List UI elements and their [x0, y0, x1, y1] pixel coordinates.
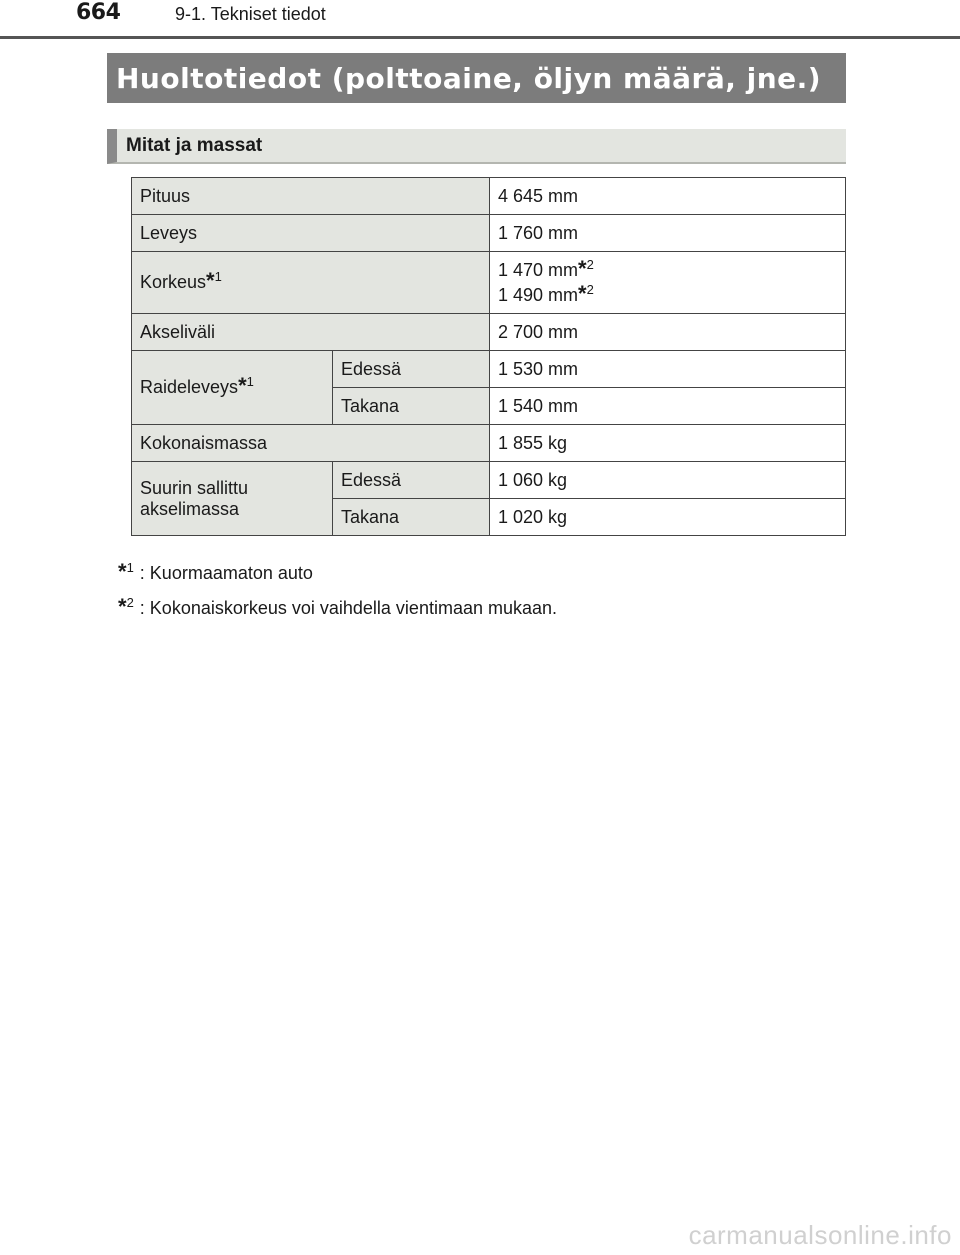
footnote-text: : Kuormaamaton auto — [139, 563, 313, 583]
table-label: Akseliväli — [132, 314, 490, 351]
footnote-star: * — [578, 255, 587, 281]
table-sublabel: Takana — [333, 499, 490, 536]
table-value: 2 700 mm — [490, 314, 846, 351]
table-value — [490, 252, 846, 314]
table-label — [132, 252, 490, 314]
table-row — [132, 351, 846, 388]
table-value: 1 540 mm — [490, 388, 846, 425]
track-label: Raideleveys — [140, 377, 239, 397]
table-label: Kokonaismassa — [132, 425, 490, 462]
table-sublabel: Edessä — [333, 462, 490, 499]
table-sublabel: Edessä — [333, 351, 490, 388]
footnote-number: 1 — [246, 374, 254, 389]
table-value: 1 060 kg — [490, 462, 846, 499]
height-value-1: 1 470 mm — [498, 259, 579, 280]
footnote-number: 2 — [126, 595, 134, 610]
footnotes — [118, 556, 557, 626]
table-row — [132, 252, 846, 314]
table-label — [132, 462, 333, 536]
footnote-star: * — [206, 268, 215, 293]
height-value-2: 1 490 mm — [498, 284, 579, 305]
table-label: Leveys — [132, 215, 490, 252]
table-value: 1 855 kg — [490, 425, 846, 462]
footnote-ref — [118, 594, 134, 619]
axle-mass-label-line1: Suurin sallittu — [140, 477, 249, 498]
table-label — [132, 351, 333, 425]
footnote-2 — [118, 591, 557, 626]
table-row — [132, 178, 846, 215]
footnote-star: * — [578, 280, 587, 306]
footnote-number: 1 — [126, 560, 134, 575]
section-title: 9-1. Tekniset tiedot — [175, 4, 326, 24]
dimensions-table — [131, 177, 846, 536]
footnote-star: * — [238, 373, 247, 398]
table-row — [132, 425, 846, 462]
footnote-1 — [118, 556, 557, 591]
footnote-number: 2 — [586, 256, 594, 272]
table-value: 4 645 mm — [490, 178, 846, 215]
footnote-star: * — [118, 559, 127, 584]
footnote-text: : Kokonaiskorkeus voi vaihdella vientimaan mukaan. — [139, 598, 558, 618]
table-label: Pituus — [132, 178, 490, 215]
table-row — [132, 314, 846, 351]
page-number: 664 — [76, 0, 121, 25]
page-header — [0, 0, 960, 39]
table-value: 1 530 mm — [490, 351, 846, 388]
height-label: Korkeus — [140, 272, 207, 292]
footnote-ref — [118, 559, 134, 584]
footnote-number: 2 — [586, 281, 594, 297]
table-row — [132, 462, 846, 499]
subheading: Mitat ja massat — [107, 129, 846, 164]
footnote-number: 1 — [214, 269, 222, 284]
table-value: 1 020 kg — [490, 499, 846, 536]
table-value: 1 760 mm — [490, 215, 846, 252]
footnote-star: * — [118, 594, 127, 619]
table-sublabel: Takana — [333, 388, 490, 425]
table-row — [132, 215, 846, 252]
axle-mass-label-line2: akselimassa — [140, 498, 240, 519]
watermark: carmanualsonline.info — [688, 1220, 952, 1250]
page-title: Huoltotiedot (polttoaine, öljyn määrä, jne.) — [107, 53, 846, 103]
